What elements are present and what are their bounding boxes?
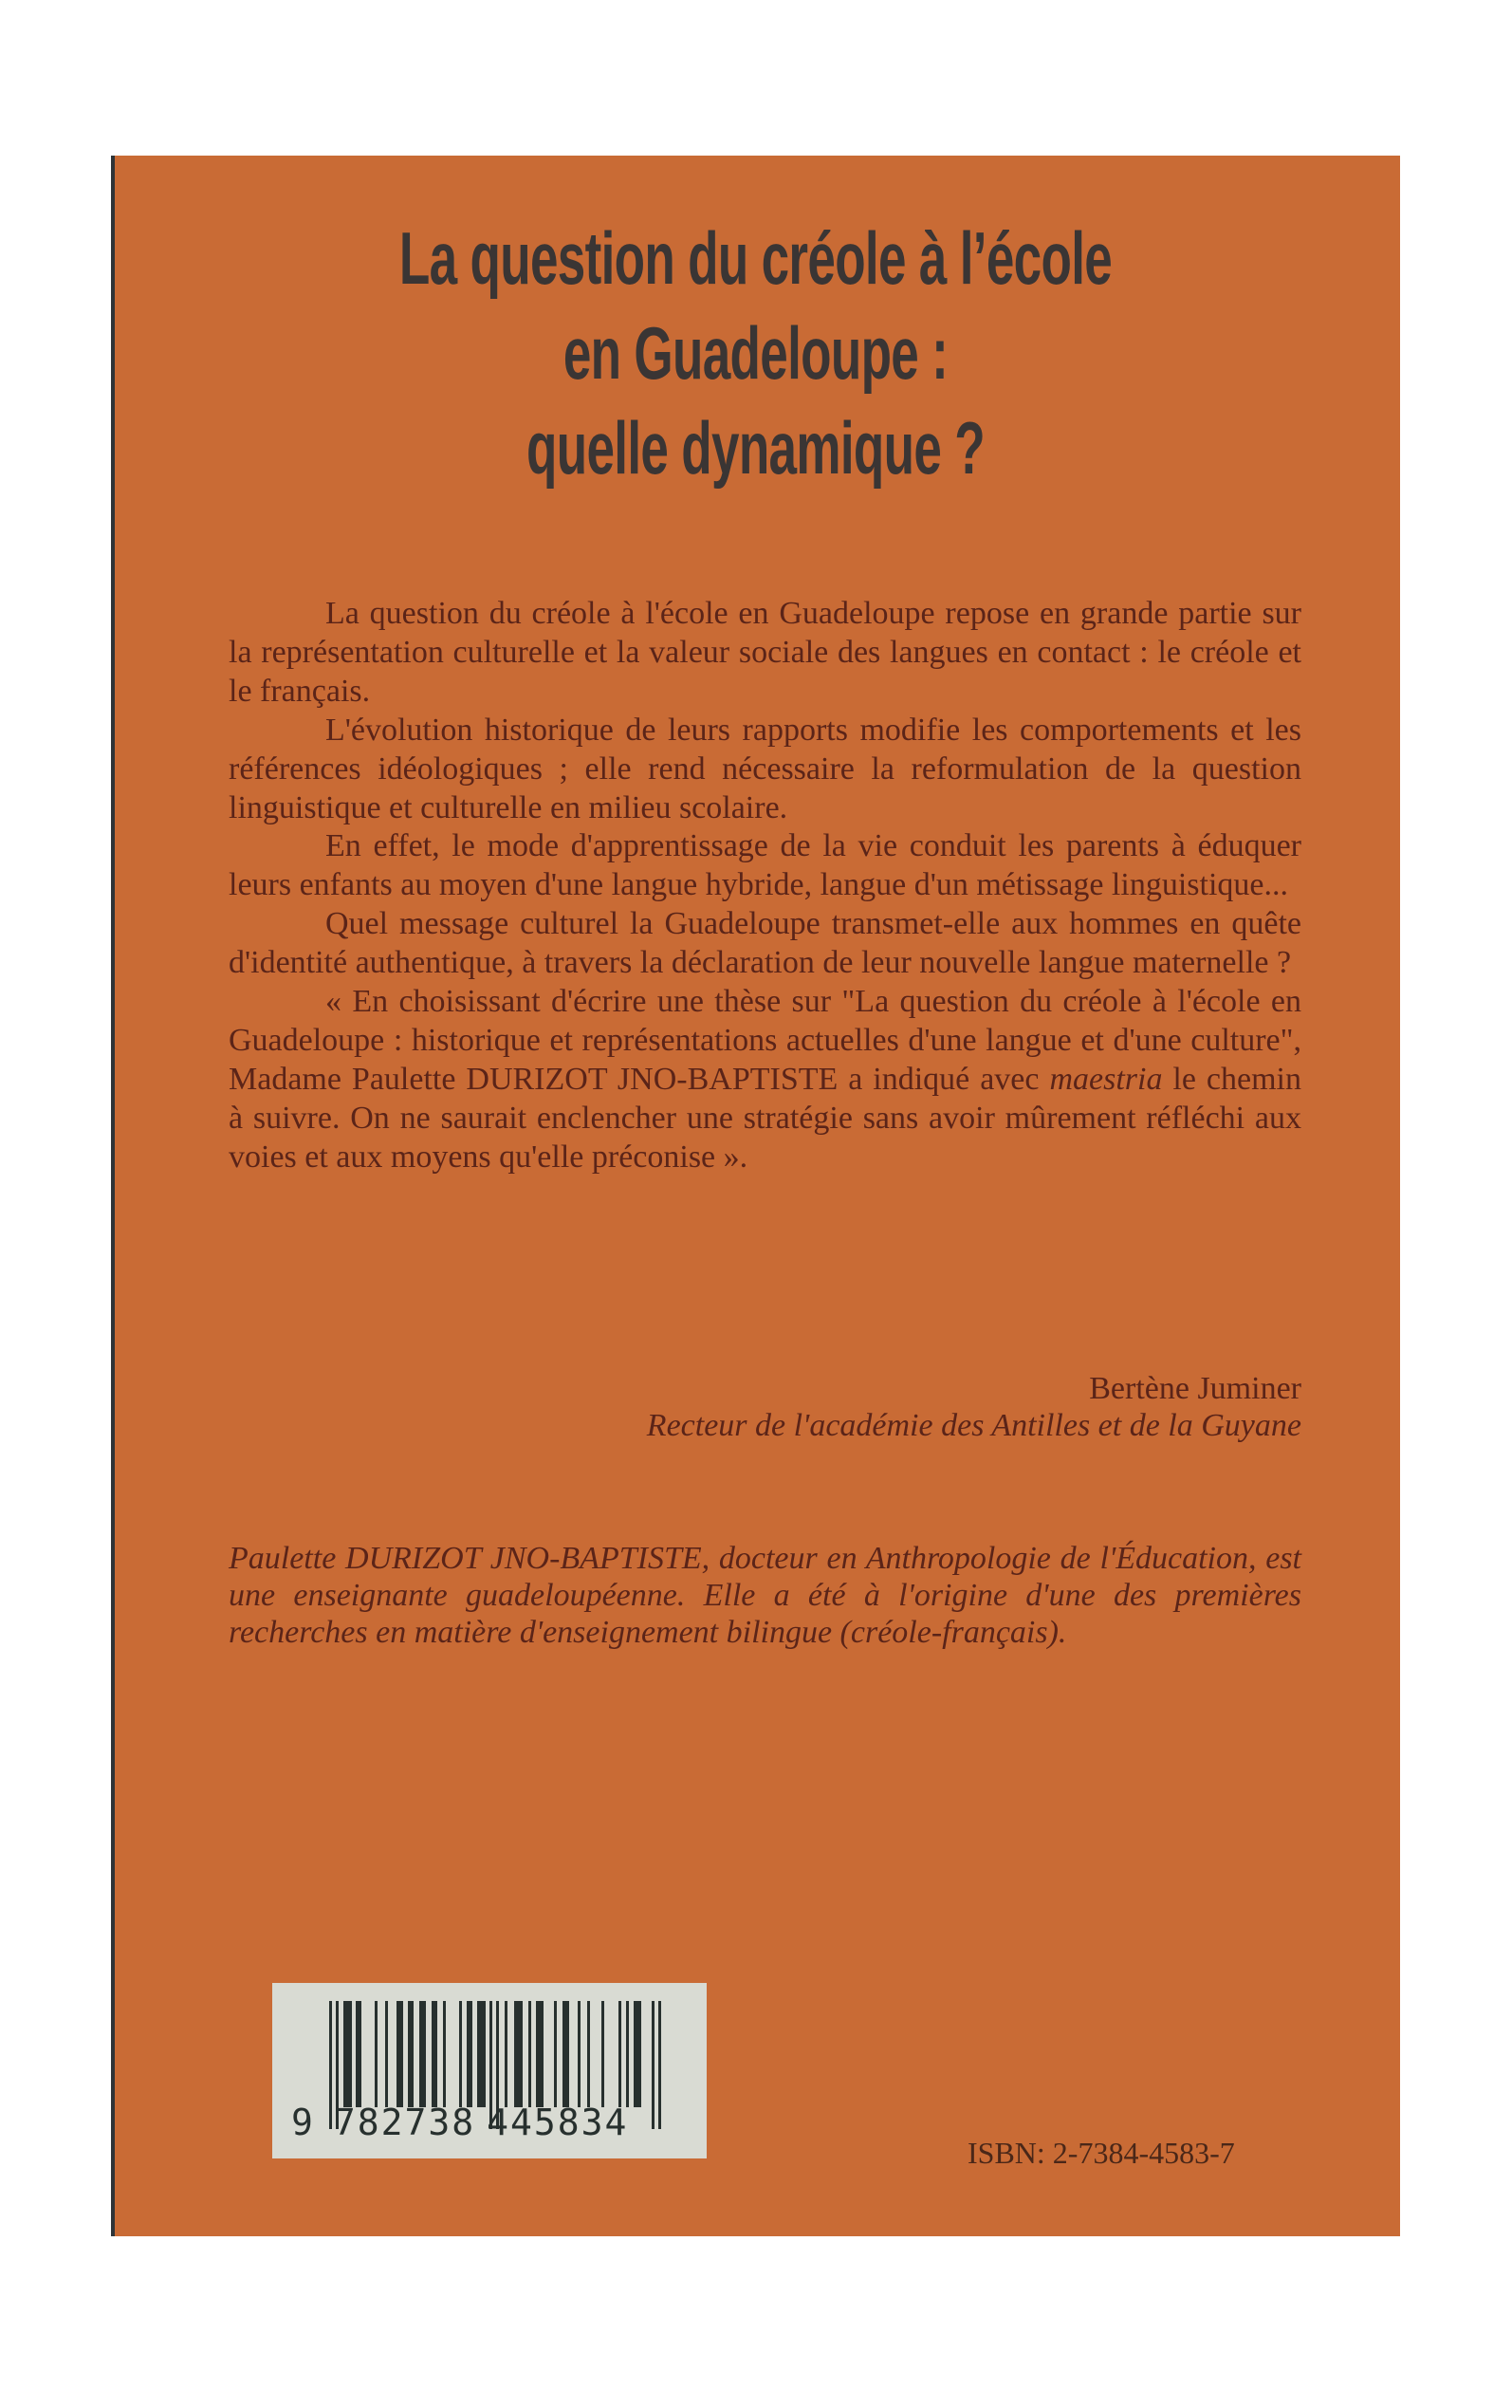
quote-emphasis: maestria bbox=[1049, 1061, 1163, 1097]
barcode-group-1: 782738 bbox=[333, 2102, 476, 2143]
blurb-paragraph-4: Quel message culturel la Guadeloupe transmet-elle aux hommes en quête d'identité authentique, à travers la déclaration de leur nouvelle langue maternelle ? bbox=[229, 906, 1301, 981]
blurb-paragraph-3: En effet, le mode d'apprentissage de la vie conduit les parents à éduquer leurs enfants au moyen d'une langue hybride, langue d'un métissage linguistique... bbox=[229, 828, 1301, 903]
book-back-cover bbox=[111, 156, 1400, 2236]
blurb-quote bbox=[229, 983, 1301, 1177]
signature-role: Recteur de l'académie des Antilles et de la Guyane bbox=[646, 1408, 1301, 1443]
blurb-paragraph-1: La question du créole à l'école en Guadeloupe repose en grande partie sur la représentation culturelle et la valeur sociale des langues en contact : le créole et le français. bbox=[229, 596, 1301, 709]
barcode-group-2: 445834 bbox=[487, 2102, 629, 2143]
quote-signature bbox=[647, 1370, 1301, 1444]
quote-text-start: « En choisissant d'écrire une thèse sur "La question du créole à l'école en Guadeloupe : historique et représentations actuelles d'une langue et d'une culture", Madame Paulette DURIZOT JNO-BAPTISTE a indiqué avec bbox=[229, 984, 1301, 1097]
barcode-first-digit: 9 bbox=[291, 2102, 315, 2143]
barcode-label bbox=[272, 1983, 707, 2158]
title-line-3: quelle dynamique ? bbox=[526, 406, 985, 490]
isbn-label: ISBN: 2-7384-4583-7 bbox=[968, 2136, 1235, 2170]
title-line-1: La question du créole à l’école bbox=[398, 216, 1113, 300]
signature-name: Bertène Juminer bbox=[1089, 1371, 1301, 1406]
quote-text-end: le chemin à suivre. On ne saurait enclencher une stratégie sans avoir mûrement réfléchi aux voies et aux moyens qu'elle préconise ». bbox=[229, 1061, 1301, 1175]
blurb-paragraph-2: L'évolution historique de leurs rapports modifie les comportements et les références idéologiques ; elle rend nécessaire la reformulation de la question linguistique et culturelle en milieu scolaire. bbox=[229, 712, 1301, 825]
author-bio bbox=[229, 1540, 1301, 1651]
blurb bbox=[229, 595, 1301, 1177]
title-line-2: en Guadeloupe : bbox=[562, 311, 949, 395]
barcode-number bbox=[291, 2102, 628, 2143]
book-title bbox=[111, 211, 1400, 495]
author-bio-text: Paulette DURIZOT JNO-BAPTISTE, docteur en Anthropologie de l'Éducation, est une enseignante guadeloupéenne. Elle a été à l'origine d'une des premières recherches en matière d'enseignement bilingue (créole-français). bbox=[229, 1541, 1301, 1650]
